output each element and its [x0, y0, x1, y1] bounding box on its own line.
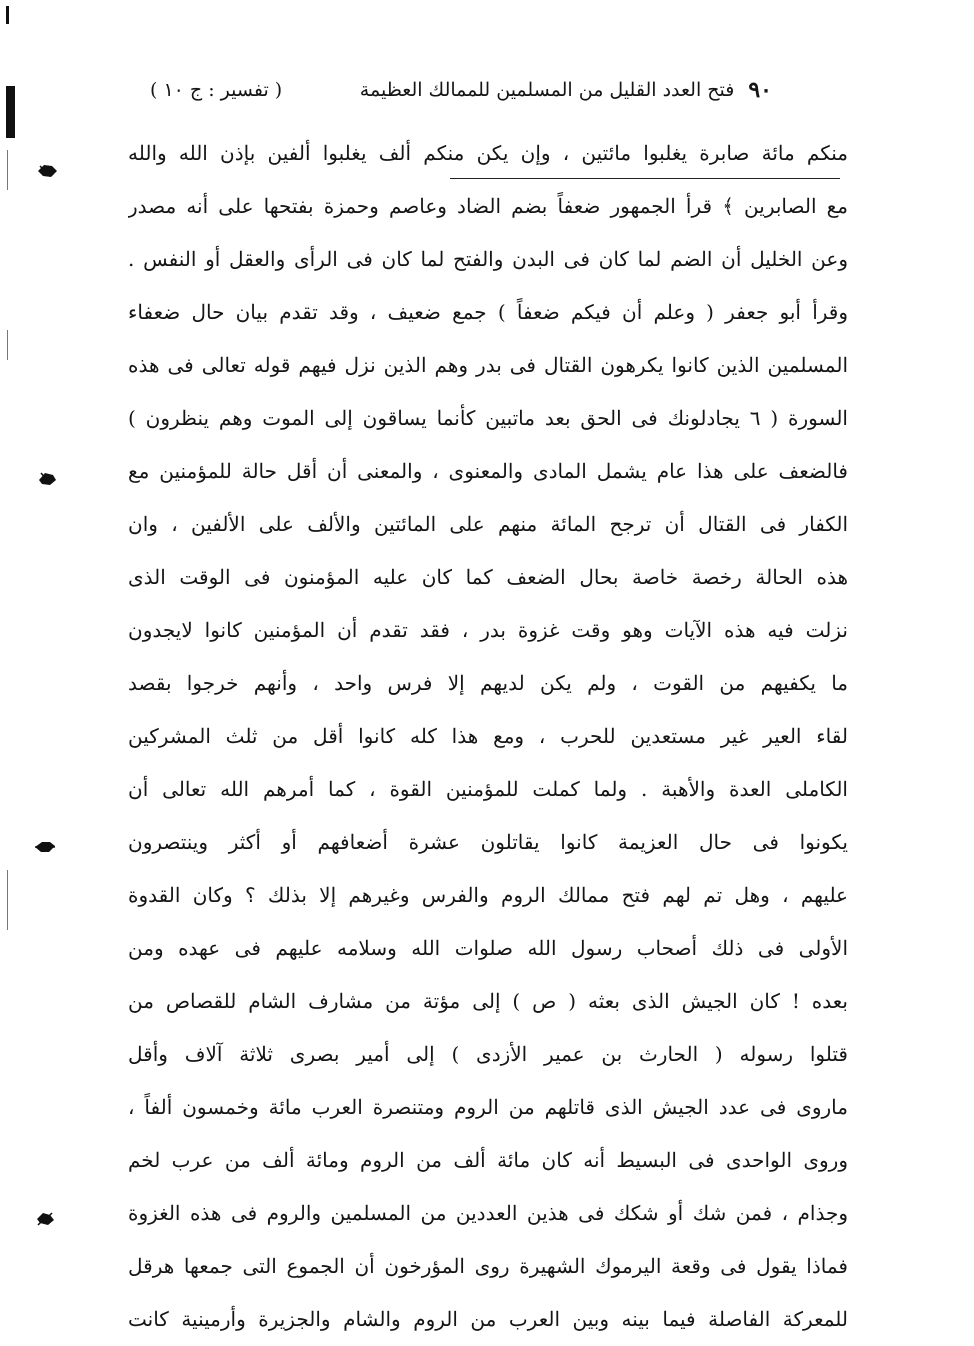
scan-edge-line — [7, 150, 8, 190]
text-line: منكم مائة صابرة يغلبوا مائتين ، وإن يكن منكم ألف يغلبوا ألفين بإذن الله والله — [128, 141, 848, 165]
scan-edge-bar — [6, 86, 15, 138]
text-line: المسلمين الذين كانوا يكرهون القتال فى بدر وهم الذين نزل فيهم قوله تعالى فى هذه — [128, 353, 848, 377]
text-line: الكاملى العدة والأهبة . ولما كملت للمؤمنين القوة ، كما أمرهم الله تعالى أن — [128, 777, 848, 801]
text-line: الكفار فى القتال أن ترجح المائة منهم على المائتين والألف على الألفين ، وان — [128, 512, 848, 536]
text-line: للمعركة الفاصلة فيما بينه وبين العرب من الروم والشام والجزيرة وأرمينية كانت — [128, 1307, 848, 1331]
scan-edge-line — [7, 330, 8, 360]
text-line: هذه الحالة رخصة خاصة بحال الضعف كما كان عليه المؤمنون فى الوقت الذى — [128, 565, 848, 589]
text-line: الأولى فى ذلك أصحاب رسول الله صلوات الله وسلامه عليهم فى عهده ومن — [128, 936, 848, 960]
text-line: يكونوا فى حال العزيمة كانوا يقاتلون عشرة أضعافهم أو أكثر وينتصرون — [128, 830, 848, 854]
text-line: وعن الخليل أن الضم لما كان فى البدن والفتح لما كان فى الرأى والعقل أو النفس . — [128, 247, 848, 271]
binding-hole-mark — [36, 162, 58, 180]
header-reference: ( تفسير : ج ١٠ ) — [150, 79, 283, 101]
text-line: فالضعف على هذا عام يشمل المادى والمعنوى ، والمعنى أن أقل حالة للمؤمنين مع — [128, 459, 848, 483]
text-line: لقاء العير غير مستعدين للحرب ، ومع هذا كله كانوا أقل من ثلث المشركين — [128, 724, 848, 748]
text-line: بعده ! كان الجيش الذى بعثه ( ص ) إلى مؤتة من مشارف الشام للقصاص من — [128, 989, 848, 1013]
text-line: ماروى فى عدد الجيش الذى قاتلهم من الروم ومتنصرة العرب مائة وخمسون ألفاً ، — [128, 1095, 848, 1119]
page-number: ٩٠ — [748, 77, 772, 103]
text-line: وجذام ، فمن شك أو شكك فى هذين العددين من المسلمين والروم فى هذه الغزوة — [128, 1201, 848, 1225]
binding-hole-mark — [36, 470, 58, 488]
text-line: عليهم ، وهل تم لهم فتح ممالك الروم والفرس وغيرهم إلا بذلك ؟ وكان القدوة — [128, 883, 848, 907]
text-line: وروى الواحدى فى البسيط أنه كان مائة ألف من الروم ومائة ألف من عرب لخم — [128, 1148, 848, 1172]
running-header — [150, 70, 772, 110]
text-line: ما يكفيهم من القوت ، ولم يكن لديهم إلا فرس واحد ، وأنهم خرجوا بقصد — [128, 671, 848, 695]
text-line: قتلوا رسوله ( الحارث بن عمير الأزدى ) إلى أمير بصرى ثلاثة آلاف وأقل — [128, 1042, 848, 1066]
binding-hole-mark — [34, 1210, 56, 1228]
text-line: نزلت فيه هذه الآيات وهو وقت غزوة بدر ، فقد تقدم أن المؤمنين كانوا لايجدون — [128, 618, 848, 642]
text-line: وقرأ أبو جعفر ( وعلم أن فيكم ضعفاً ) جمع ضعيف ، وقد تقدم بيان حال ضعفاء — [128, 300, 848, 324]
text-line: السورة ( ٦ يجادلونك فى الحق بعد ماتبين كأنما يساقون إلى الموت وهم ينظرون ) — [128, 406, 848, 430]
text-line: مع الصابرين ﴾ قرأ الجمهور ضعفاً بضم الضاد وعاصم وحمزة بفتحها على أنه مصدر — [128, 194, 848, 218]
scan-edge-line — [7, 870, 8, 930]
body-text — [128, 127, 848, 1346]
header-title: فتح العدد القليل من المسلمين للممالك العظيمة — [359, 79, 735, 101]
scan-edge-tick — [6, 6, 9, 24]
text-line: فماذا يقول فى وقعة اليرموك الشهيرة روى المؤرخون أن الجموع التى جمعها هرقل — [128, 1254, 848, 1278]
binding-hole-mark — [34, 838, 56, 856]
